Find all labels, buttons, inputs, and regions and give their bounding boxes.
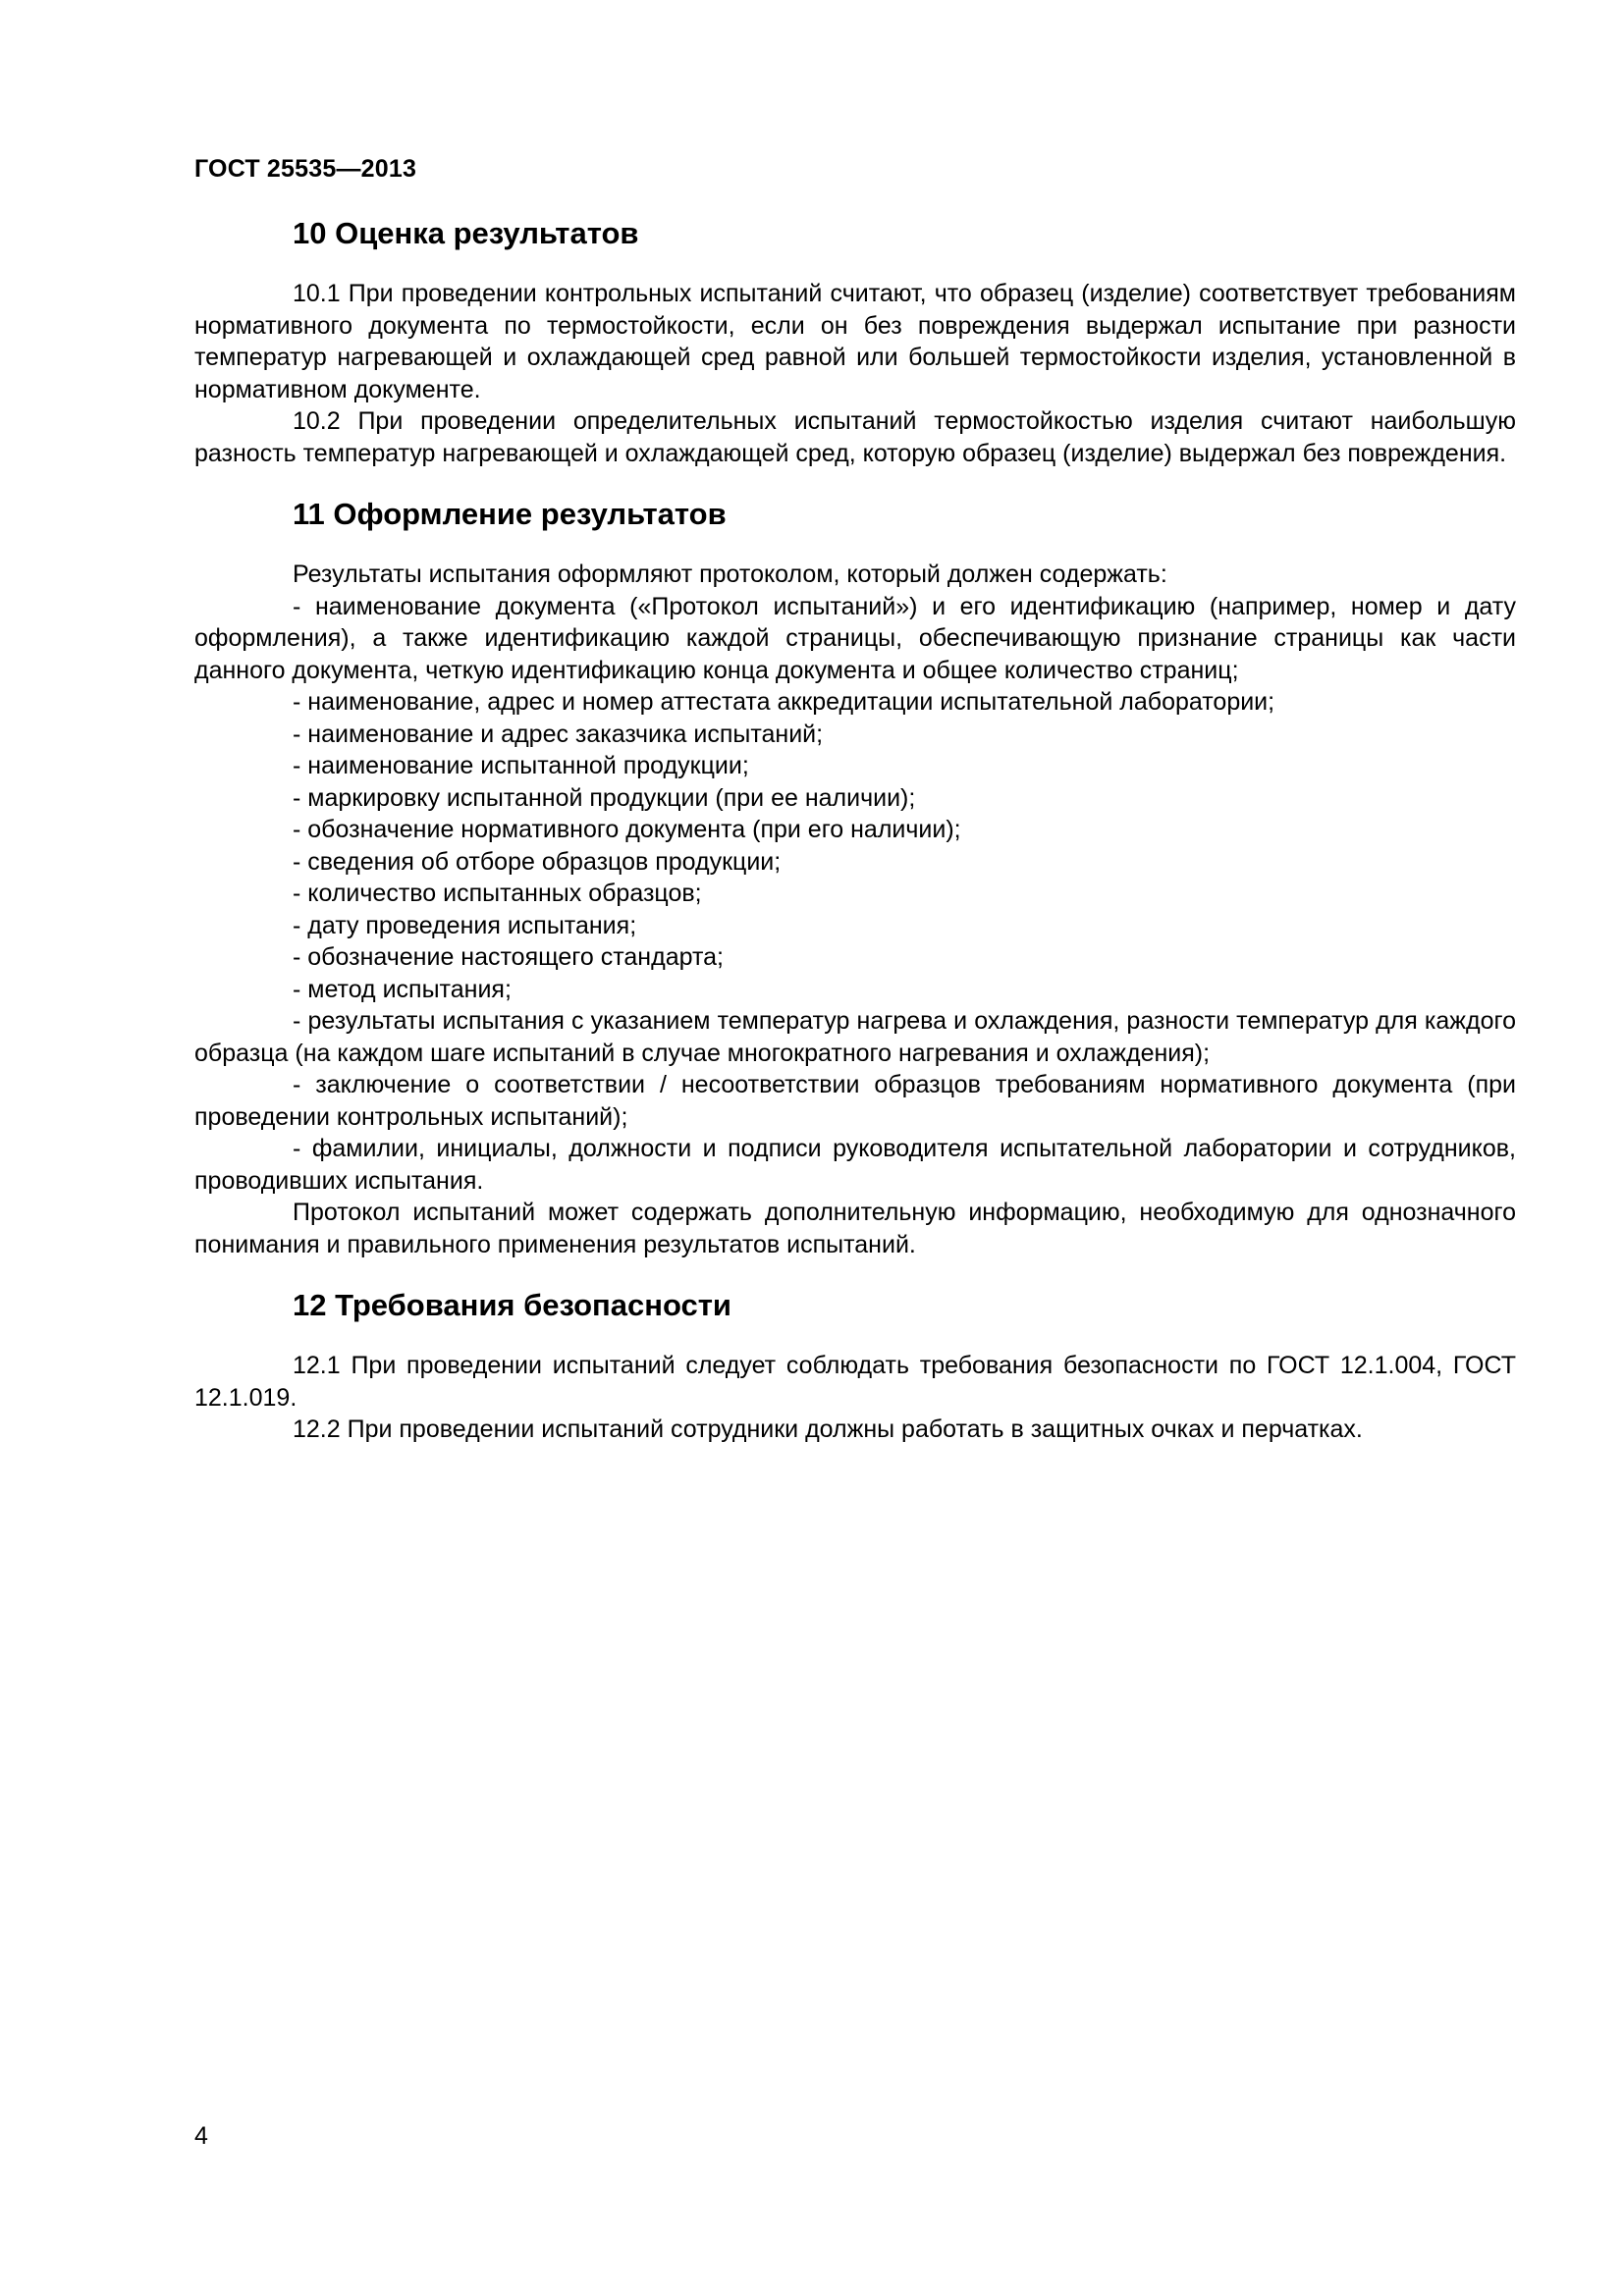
- paragraph-12-1: 12.1 При проведении испытаний следует соблюдать требования безопасности по ГОСТ 12.1.004, ГОСТ 12.1.019.: [194, 1352, 1516, 1412]
- paragraph-11-closing: Протокол испытаний может содержать дополнительную информацию, необходимую для однозначного понимания и правильного применения результатов испытаний.: [194, 1199, 1516, 1258]
- section-10: [194, 214, 1516, 469]
- section-11: [194, 495, 1516, 1260]
- paragraph-11-intro: Результаты испытания оформляют протоколом, который должен содержать:: [293, 561, 1167, 588]
- list-item: - сведения об отборе образцов продукции;: [293, 847, 782, 876]
- list-item: - обозначение настоящего стандарта;: [293, 943, 724, 971]
- list-item: - заключение о соответствии / несоответствии образцов требованиям нормативного документа (при проведении контрольных испытаний);: [194, 1071, 1516, 1131]
- list-item: - результаты испытания с указанием температур нагрева и охлаждения, разности температур для каждого образца (на каждом шаге испытаний в случае многократного нагревания и охлаждения);: [194, 1007, 1516, 1067]
- list-item: - маркировку испытанной продукции (при ее наличии);: [293, 783, 916, 812]
- list-item: - дату проведения испытания;: [293, 911, 637, 939]
- list-item: - наименование испытанной продукции;: [293, 752, 749, 779]
- list-item: - количество испытанных образцов;: [293, 880, 702, 907]
- paragraph-10-2: 10.2 При проведении определительных испытаний термостойкостью изделия считают наибольшую разность температур нагревающей и охлаждающей сред, которую образец (изделие) выдержал без повреждения.: [194, 407, 1516, 467]
- list-item: - наименование, адрес и номер аттестата аккредитации испытательной лаборатории;: [293, 688, 1275, 716]
- paragraph-12-2: 12.2 При проведении испытаний сотрудники должны работать в защитных очках и перчатках.: [293, 1415, 1363, 1443]
- list-item: - метод испытания;: [293, 975, 512, 1003]
- paragraph-10-1: 10.1 При проведении контрольных испытаний считают, что образец (изделие) соответствует требованиям нормативного документа по термостойкости, если он без повреждения выдержал испытание при разности температур нагревающей и охлаждающей сред равной или большей термостойкости изделия, установленной в нормативном документе.: [194, 280, 1516, 403]
- list-item: - наименование и адрес заказчика испытаний;: [293, 720, 824, 748]
- list-item: - обозначение нормативного документа (при его наличии);: [293, 816, 961, 843]
- list-item: - фамилии, инициалы, должности и подписи руководителя испытательной лаборатории и сотрудников, проводивших испытания.: [194, 1135, 1516, 1195]
- document-code: ГОСТ 25535—2013: [194, 155, 417, 183]
- section-title-10: 10 Оценка результатов: [293, 216, 639, 250]
- section-12: [194, 1286, 1516, 1446]
- section-title-12: 12 Требования безопасности: [293, 1288, 731, 1322]
- page-number: 4: [194, 2122, 208, 2150]
- section-title-11: 11 Оформление результатов: [293, 497, 727, 531]
- document-body: [194, 214, 1516, 1471]
- list-item: - наименование документа («Протокол испытаний») и его идентификацию (например, номер и дату оформления), а также идентификацию каждой страницы, обеспечивающую признание страницы как части данного документа, четкую идентификацию конца документа и общее количество страниц;: [194, 592, 1516, 684]
